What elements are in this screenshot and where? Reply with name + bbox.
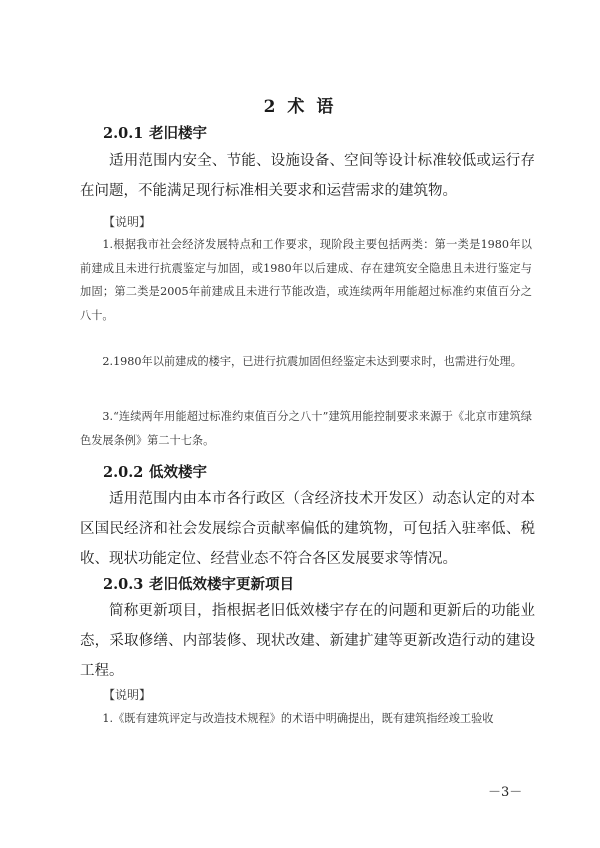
note-label: 【说明】: [103, 688, 152, 702]
chapter-title: 2 术 语: [263, 97, 337, 117]
term-definition-2-0-3: 简称更新项目，指根据老旧低效楼宇存在的问题和更新后的功能业态，采取修缮、内部装修、现状改建、新建扩建等更新改造行动的建设工程。: [80, 603, 535, 679]
term-definition-2-0-2: 适用范围内由本市各行政区（含经济技术开发区）动态认定的对本区国民经济和社会发展综合贡献率偏低的建筑物，可包括入驻率低、税收、现状功能定位、经营业态不符合各区发展要求等情况。: [80, 491, 535, 567]
term-name: 老旧楼宇: [149, 125, 207, 142]
term-number: 2.0.3: [103, 576, 144, 593]
term-definition-2-0-1: 适用范围内安全、节能、设施设备、空间等设计标准较低或运行存在问题，不能满足现行标准相关要求和运营需求的建筑物。: [80, 153, 535, 199]
term-number: 2.0.1: [103, 125, 144, 142]
term-number: 2.0.2: [103, 464, 144, 481]
term-heading-2-0-2: [103, 461, 207, 482]
term-name: 低效楼宇: [149, 464, 207, 481]
note-paragraph: 1.根据我市社会经济发展特点和工作要求，现阶段主要包括两类：第一类是1980年以前建成且未进行抗震鉴定与加固，或1980年以后建成、存在建筑安全隐患且未进行鉴定与加固；第二类是2005年前建成且未进行节能改造，或连续两年用能超过标准约束值百分之八十。: [80, 238, 532, 322]
page-number: －3－: [488, 785, 523, 800]
term-heading-2-0-1: [103, 122, 207, 143]
note-label: 【说明】: [103, 215, 152, 229]
note-paragraph: 2.1980年以前建成的楼宇，已进行抗震加固但经鉴定未达到要求时，也需进行处理。: [102, 355, 522, 368]
note-paragraph: 3.“连续两年用能超过标准约束值百分之八十”建筑用能控制要求来源于《北京市建筑绿色发展条例》第二十七条。: [80, 410, 532, 447]
term-name: 老旧低效楼宇更新项目: [149, 576, 294, 593]
term-heading-2-0-3: [103, 573, 294, 594]
note-paragraph: 1.《既有建筑评定与改造技术规程》的术语中明确提出，既有建筑指经竣工验收: [102, 712, 494, 725]
